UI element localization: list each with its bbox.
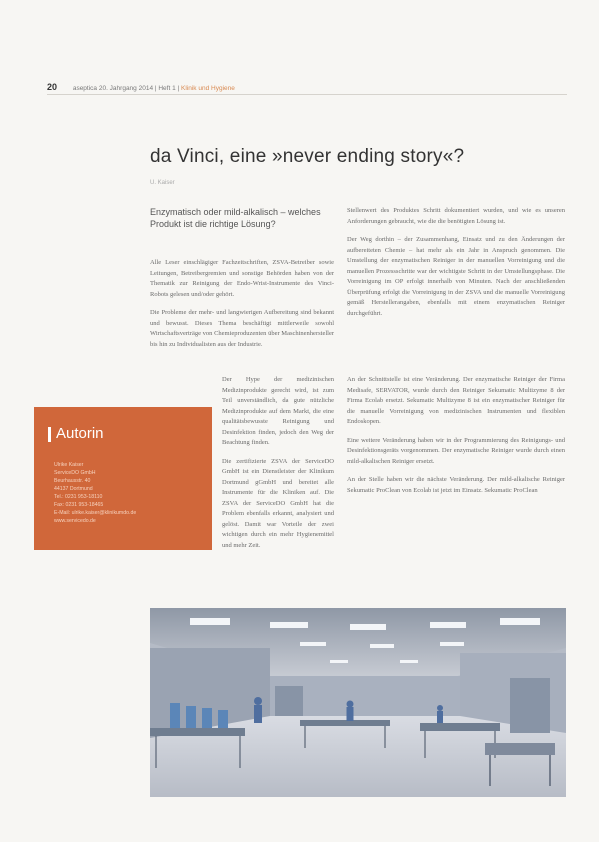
text-column-1	[150, 258, 334, 358]
paragraph: Der Weg dorthin – der Zusammenhang, Einsatz und zu den Änderungen der aufbereiteten Chemie – hat mehr als ein Jahr in Anspruch genommen. Die Umstellung der enzymatischen Reiniger in der manuellen Vorreinigung und die manuellen Prozessschritte war der wichtigste Schritt in der Umstellungsphase. Die Vorreinigung im OP erfolgt innerhalb von Minuten. Nach der anschließenden Überprüfung erfolgt die Vorreinigung in der ZSVA und die manuelle Vorreinigung gemäß Herstellerangaben, ebenfalls mit einem enzymatischen Reiniger durchgeführt.	[347, 236, 565, 317]
author-name: Ulrike Kaiser	[54, 462, 84, 468]
author-box	[34, 407, 212, 550]
text-column-3	[347, 206, 565, 327]
author-company: ServiceDO GmbH	[54, 470, 96, 476]
author-fax: Fax: 0231 953-18465	[54, 502, 104, 508]
author-email: E-Mail: ulrike.kaiser@klinikumdo.de	[54, 510, 137, 516]
text-column-2	[222, 375, 334, 559]
paragraph: Stellenwert des Produktes Schritt dokumentiert wurden, und wie es unseren Anforderungen gebraucht, wie die die benötigten Lösung ist.	[347, 207, 565, 225]
author-heading: Autorin	[56, 425, 104, 442]
paragraph: An der Stelle haben wir die nächste Veränderung. Der mild-alkalische Reiniger Sekumatic ProClean von Ecolab ist jetzt im Einsatz. Sekumatic ProClean	[347, 476, 565, 494]
text-column-4	[347, 375, 565, 504]
page-header	[47, 82, 567, 92]
author-street: Beurhausstr. 40	[54, 478, 91, 484]
author-city: 44137 Dortmund	[54, 486, 93, 492]
section-name: Klinik und Hygiene	[181, 85, 235, 92]
page-number: 20	[47, 82, 58, 92]
paragraph: Alle Leser einschlägiger Fachzeitschriften, ZSVA-Betreiber sowie Leitungen, Betreibergremien und sonstige Behörden haben von der Thematik zur Reinigung der Endo-Wrist-Instrumente des Vinci-Robots gelesen und/oder gehört.	[150, 259, 334, 298]
author-contact	[54, 461, 204, 525]
paragraph: An der Schnittstelle ist eine Veränderung. Der enzymatische Reiniger der Firma Medisafe, SERVATOR, wurde durch den Reiniger Sekumatic Multizyme 8 der Firma Ecolab ersetzt. Sekumatic Multizyme 8 ist ein enzymatischer Reiniger für die manuelle Vorreinigung von medizinischen Instrumenten und flexiblen Endoskopen.	[347, 376, 565, 425]
author-website: www.servicedo.de	[54, 518, 96, 524]
byline: U. Kaiser	[150, 180, 175, 186]
paragraph: Die zertifizierte ZSVA der ServiceDO GmbH ist ein Dienstleister der Klinikum Dortmund gGmbH und bereitet alle Instrumente für die Kliniken auf. Die ZSVA der ServiceDO GmbH hat die Problem ebenfalls erkannt, analysiert und gelöst. Damit war Vorteile der zwei wichtigen durch ein mehr Hygienemittel und mehr Zeit.	[222, 457, 334, 549]
paragraph: Der Hype der medizinischen Medizinprodukte gerecht wird, ist zum Teil unverständlich, da gute nützliche Medizinprodukte auf dem Markt, die eine qualitätsbewusste Reinigung und Desinfektion finden, jedoch den Weg der Beachtung finden.	[222, 376, 334, 446]
paragraph: Eine weitere Veränderung haben wir in der Programmierung des Reinigungs- und Desinfektionsgeräts vorgenommen. Der enzymatische Reiniger wurde durch einen mild-alkalischen Reiniger ersetzt.	[347, 436, 565, 465]
article-subheading: Enzymatisch oder mild-alkalisch – welches Produkt ist die richtige Lösung?	[150, 207, 321, 229]
paragraph: Die Probleme der mehr- und langwierigen Aufbereitung sind bekannt und bewusst. Dieses Thema beschäftigt mittlerweile sowohl Wirtschaftsverträge von Chemieproduzenten über Maschinenhersteller bis hin zu Individualisten aus der Industrie.	[150, 309, 334, 348]
journal-info: aseptica 20. Jahrgang 2014 | Heft 1 |	[72, 85, 180, 92]
cleanroom-photo	[150, 608, 566, 797]
author-accent-bar	[48, 427, 51, 442]
header-rule	[47, 94, 567, 95]
author-phone: Tel.: 0231 953-18110	[54, 494, 103, 500]
article-title: da Vinci, eine »never ending story«?	[150, 146, 465, 167]
